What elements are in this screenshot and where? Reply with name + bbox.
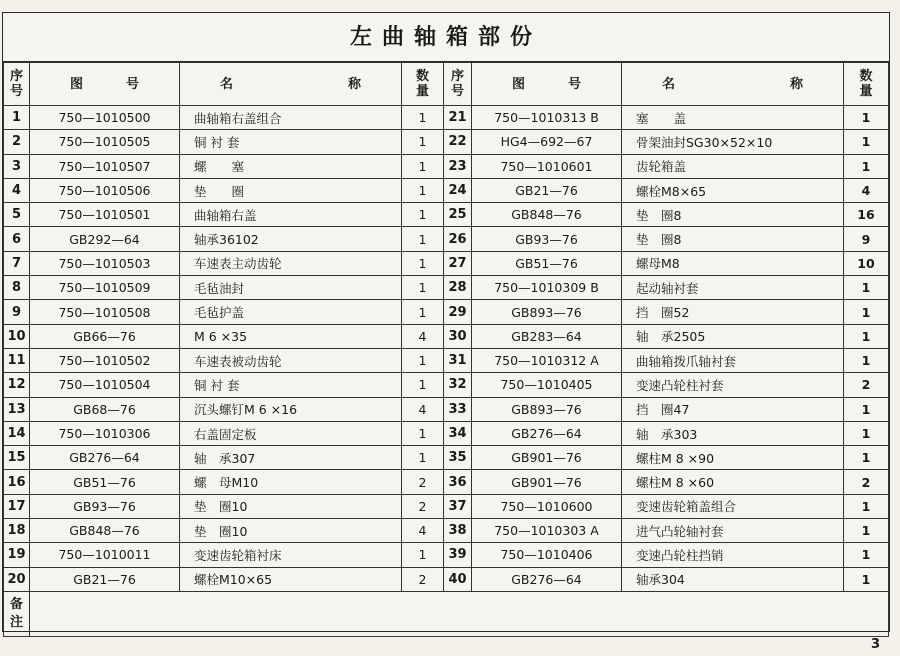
seq-cell: 38 <box>444 519 472 543</box>
remarks-label <box>4 591 30 636</box>
seq-cell: 26 <box>444 227 472 251</box>
part-name-cell: 变速齿轮箱衬床 <box>180 543 402 567</box>
parts-list-sheet <box>2 12 890 632</box>
table-row <box>4 251 889 275</box>
seq-cell: 23 <box>444 154 472 178</box>
header-name-2 <box>622 63 844 106</box>
quantity-cell: 4 <box>402 397 444 421</box>
part-name-cell: 车速表主动齿轮 <box>180 251 402 275</box>
part-name-cell: 进气凸轮轴衬套 <box>622 519 844 543</box>
part-name-cell: 螺 塞 <box>180 154 402 178</box>
drawing-number-cell: 750—1010508 <box>30 300 180 324</box>
seq-cell: 31 <box>444 348 472 372</box>
header-seq-label-2: 序号 <box>450 69 464 99</box>
seq-cell: 3 <box>4 154 30 178</box>
header-drawing-b-2: 号 <box>567 76 581 92</box>
part-name-cell: 垫 圈8 <box>622 227 844 251</box>
header-qty-label: 数量 <box>415 69 429 99</box>
page-title: 左曲轴箱部份 <box>3 13 889 62</box>
seq-cell: 32 <box>444 373 472 397</box>
quantity-cell: 1 <box>402 543 444 567</box>
drawing-number-cell: GB68—76 <box>30 397 180 421</box>
quantity-cell: 1 <box>844 106 889 130</box>
table-row <box>4 300 889 324</box>
quantity-cell: 1 <box>402 276 444 300</box>
seq-cell: 22 <box>444 130 472 154</box>
seq-cell: 30 <box>444 324 472 348</box>
part-name-cell: 轴 承303 <box>622 421 844 445</box>
drawing-number-cell: GB901—76 <box>472 446 622 470</box>
header-drawing-a: 图 <box>70 76 84 92</box>
part-name-cell: 变速凸轮柱衬套 <box>622 373 844 397</box>
part-name-cell: 骨架油封SG30×52×10 <box>622 130 844 154</box>
part-name-cell: 塞 盖 <box>622 106 844 130</box>
quantity-cell: 2 <box>844 470 889 494</box>
parts-table <box>3 62 889 637</box>
header-drawing-2 <box>472 63 622 106</box>
seq-cell: 36 <box>444 470 472 494</box>
drawing-number-cell: GB93—76 <box>472 227 622 251</box>
quantity-cell: 9 <box>844 227 889 251</box>
table-row <box>4 446 889 470</box>
drawing-number-cell: GB93—76 <box>30 494 180 518</box>
part-name-cell: 轴 承2505 <box>622 324 844 348</box>
table-row <box>4 154 889 178</box>
table-row <box>4 397 889 421</box>
drawing-number-cell: GB51—76 <box>472 251 622 275</box>
quantity-cell: 2 <box>402 567 444 591</box>
part-name-cell: 螺母M8 <box>622 251 844 275</box>
header-seq-2 <box>444 63 472 106</box>
quantity-cell: 4 <box>844 178 889 202</box>
drawing-number-cell: 750—1010500 <box>30 106 180 130</box>
drawing-number-cell: 750—1010601 <box>472 154 622 178</box>
seq-cell: 12 <box>4 373 30 397</box>
header-name-b: 称 <box>347 76 361 92</box>
seq-cell: 39 <box>444 543 472 567</box>
drawing-number-cell: 750—1010309 B <box>472 276 622 300</box>
header-name-b-2: 称 <box>789 76 803 92</box>
seq-cell: 1 <box>4 106 30 130</box>
drawing-number-cell: HG4—692—67 <box>472 130 622 154</box>
drawing-number-cell: GB848—76 <box>30 519 180 543</box>
remarks-row <box>4 591 889 636</box>
drawing-number-cell: 750—1010313 B <box>472 106 622 130</box>
quantity-cell: 1 <box>844 567 889 591</box>
drawing-number-cell: 750—1010312 A <box>472 348 622 372</box>
header-seq-label: 序号 <box>9 69 23 99</box>
drawing-number-cell: 750—1010306 <box>30 421 180 445</box>
part-name-cell: 垫 圈10 <box>180 494 402 518</box>
part-name-cell: 变速齿轮箱盖组合 <box>622 494 844 518</box>
quantity-cell: 1 <box>402 421 444 445</box>
drawing-number-cell: GB51—76 <box>30 470 180 494</box>
drawing-number-cell: GB893—76 <box>472 300 622 324</box>
header-drawing-b: 号 <box>125 76 139 92</box>
quantity-cell: 1 <box>402 373 444 397</box>
table-row <box>4 348 889 372</box>
part-name-cell: 螺 母M10 <box>180 470 402 494</box>
drawing-number-cell: 750—1010504 <box>30 373 180 397</box>
table-row <box>4 543 889 567</box>
remarks-value <box>30 591 889 636</box>
quantity-cell: 1 <box>844 494 889 518</box>
part-name-cell: 轴 承307 <box>180 446 402 470</box>
header-qty-label-2: 数量 <box>859 69 873 99</box>
part-name-cell: 曲轴箱右盖组合 <box>180 106 402 130</box>
quantity-cell: 1 <box>844 348 889 372</box>
drawing-number-cell: 750—1010506 <box>30 178 180 202</box>
drawing-number-cell: 750—1010011 <box>30 543 180 567</box>
drawing-number-cell: 750—1010509 <box>30 276 180 300</box>
drawing-number-cell: 750—1010405 <box>472 373 622 397</box>
remarks-label-text: 备注 <box>9 596 23 630</box>
seq-cell: 4 <box>4 178 30 202</box>
drawing-number-cell: GB276—64 <box>30 446 180 470</box>
seq-cell: 9 <box>4 300 30 324</box>
drawing-number-cell: GB66—76 <box>30 324 180 348</box>
part-name-cell: 螺柱M 8 ×60 <box>622 470 844 494</box>
table-row <box>4 276 889 300</box>
quantity-cell: 1 <box>844 154 889 178</box>
quantity-cell: 1 <box>402 106 444 130</box>
seq-cell: 33 <box>444 397 472 421</box>
header-drawing <box>30 63 180 106</box>
seq-cell: 16 <box>4 470 30 494</box>
seq-cell: 10 <box>4 324 30 348</box>
seq-cell: 34 <box>444 421 472 445</box>
part-name-cell: 变速凸轮柱挡销 <box>622 543 844 567</box>
quantity-cell: 1 <box>844 543 889 567</box>
quantity-cell: 4 <box>402 519 444 543</box>
drawing-number-cell: GB901—76 <box>472 470 622 494</box>
table-row <box>4 421 889 445</box>
part-name-cell: 毛毡油封 <box>180 276 402 300</box>
table-row <box>4 130 889 154</box>
part-name-cell: 螺栓M10×65 <box>180 567 402 591</box>
table-row <box>4 494 889 518</box>
seq-cell: 2 <box>4 130 30 154</box>
seq-cell: 19 <box>4 543 30 567</box>
quantity-cell: 1 <box>402 130 444 154</box>
quantity-cell: 1 <box>402 154 444 178</box>
part-name-cell: 起动轴衬套 <box>622 276 844 300</box>
quantity-cell: 1 <box>402 300 444 324</box>
page-number: 3 <box>870 637 880 652</box>
quantity-cell: 1 <box>402 251 444 275</box>
header-drawing-a-2: 图 <box>512 76 526 92</box>
seq-cell: 25 <box>444 203 472 227</box>
quantity-cell: 2 <box>402 494 444 518</box>
quantity-cell: 1 <box>402 178 444 202</box>
part-name-cell: 垫 圈 <box>180 178 402 202</box>
seq-cell: 13 <box>4 397 30 421</box>
quantity-cell: 2 <box>402 470 444 494</box>
table-row <box>4 373 889 397</box>
part-name-cell: 挡 圈52 <box>622 300 844 324</box>
quantity-cell: 1 <box>844 519 889 543</box>
drawing-number-cell: GB21—76 <box>472 178 622 202</box>
table-row <box>4 519 889 543</box>
drawing-number-cell: 750—1010303 A <box>472 519 622 543</box>
drawing-number-cell: 750—1010502 <box>30 348 180 372</box>
drawing-number-cell: GB893—76 <box>472 397 622 421</box>
header-row <box>4 63 889 106</box>
seq-cell: 6 <box>4 227 30 251</box>
drawing-number-cell: 750—1010505 <box>30 130 180 154</box>
seq-cell: 37 <box>444 494 472 518</box>
seq-cell: 8 <box>4 276 30 300</box>
table-row <box>4 470 889 494</box>
header-seq <box>4 63 30 106</box>
seq-cell: 5 <box>4 203 30 227</box>
header-qty-2 <box>844 63 889 106</box>
part-name-cell: 右盖固定板 <box>180 421 402 445</box>
quantity-cell: 4 <box>402 324 444 348</box>
drawing-number-cell: 750—1010507 <box>30 154 180 178</box>
seq-cell: 40 <box>444 567 472 591</box>
drawing-number-cell: GB292—64 <box>30 227 180 251</box>
seq-cell: 27 <box>444 251 472 275</box>
quantity-cell: 1 <box>844 421 889 445</box>
drawing-number-cell: GB848—76 <box>472 203 622 227</box>
table-row <box>4 324 889 348</box>
table-row <box>4 567 889 591</box>
header-name <box>180 63 402 106</box>
parts-rows <box>4 106 889 592</box>
part-name-cell: 曲轴箱右盖 <box>180 203 402 227</box>
quantity-cell: 1 <box>844 446 889 470</box>
quantity-cell: 1 <box>844 324 889 348</box>
part-name-cell: 挡 圈47 <box>622 397 844 421</box>
seq-cell: 35 <box>444 446 472 470</box>
part-name-cell: 毛毡护盖 <box>180 300 402 324</box>
drawing-number-cell: GB21—76 <box>30 567 180 591</box>
quantity-cell: 1 <box>844 130 889 154</box>
part-name-cell: 垫 圈10 <box>180 519 402 543</box>
quantity-cell: 16 <box>844 203 889 227</box>
part-name-cell: M 6 ×35 <box>180 324 402 348</box>
quantity-cell: 1 <box>844 300 889 324</box>
header-name-a: 名 <box>220 76 234 92</box>
drawing-number-cell: 750—1010406 <box>472 543 622 567</box>
quantity-cell: 1 <box>844 397 889 421</box>
part-name-cell: 螺栓M8×65 <box>622 178 844 202</box>
part-name-cell: 垫 圈8 <box>622 203 844 227</box>
header-qty <box>402 63 444 106</box>
table-row <box>4 106 889 130</box>
seq-cell: 20 <box>4 567 30 591</box>
drawing-number-cell: GB283—64 <box>472 324 622 348</box>
part-name-cell: 轴承36102 <box>180 227 402 251</box>
part-name-cell: 齿轮箱盖 <box>622 154 844 178</box>
quantity-cell: 1 <box>402 446 444 470</box>
seq-cell: 11 <box>4 348 30 372</box>
part-name-cell: 铜 衬 套 <box>180 130 402 154</box>
seq-cell: 15 <box>4 446 30 470</box>
part-name-cell: 车速表被动齿轮 <box>180 348 402 372</box>
seq-cell: 14 <box>4 421 30 445</box>
quantity-cell: 1 <box>402 203 444 227</box>
part-name-cell: 曲轴箱拨爪轴衬套 <box>622 348 844 372</box>
header-name-a-2: 名 <box>662 76 676 92</box>
quantity-cell: 1 <box>402 227 444 251</box>
part-name-cell: 螺柱M 8 ×90 <box>622 446 844 470</box>
drawing-number-cell: 750—1010600 <box>472 494 622 518</box>
drawing-number-cell: GB276—64 <box>472 567 622 591</box>
seq-cell: 21 <box>444 106 472 130</box>
part-name-cell: 沉头螺钉M 6 ×16 <box>180 397 402 421</box>
table-row <box>4 203 889 227</box>
quantity-cell: 10 <box>844 251 889 275</box>
part-name-cell: 铜 衬 套 <box>180 373 402 397</box>
drawing-number-cell: 750—1010501 <box>30 203 180 227</box>
table-row <box>4 227 889 251</box>
quantity-cell: 1 <box>402 348 444 372</box>
seq-cell: 7 <box>4 251 30 275</box>
seq-cell: 17 <box>4 494 30 518</box>
quantity-cell: 1 <box>844 276 889 300</box>
seq-cell: 18 <box>4 519 30 543</box>
seq-cell: 24 <box>444 178 472 202</box>
table-row <box>4 178 889 202</box>
drawing-number-cell: 750—1010503 <box>30 251 180 275</box>
seq-cell: 28 <box>444 276 472 300</box>
seq-cell: 29 <box>444 300 472 324</box>
part-name-cell: 轴承304 <box>622 567 844 591</box>
quantity-cell: 2 <box>844 373 889 397</box>
drawing-number-cell: GB276—64 <box>472 421 622 445</box>
